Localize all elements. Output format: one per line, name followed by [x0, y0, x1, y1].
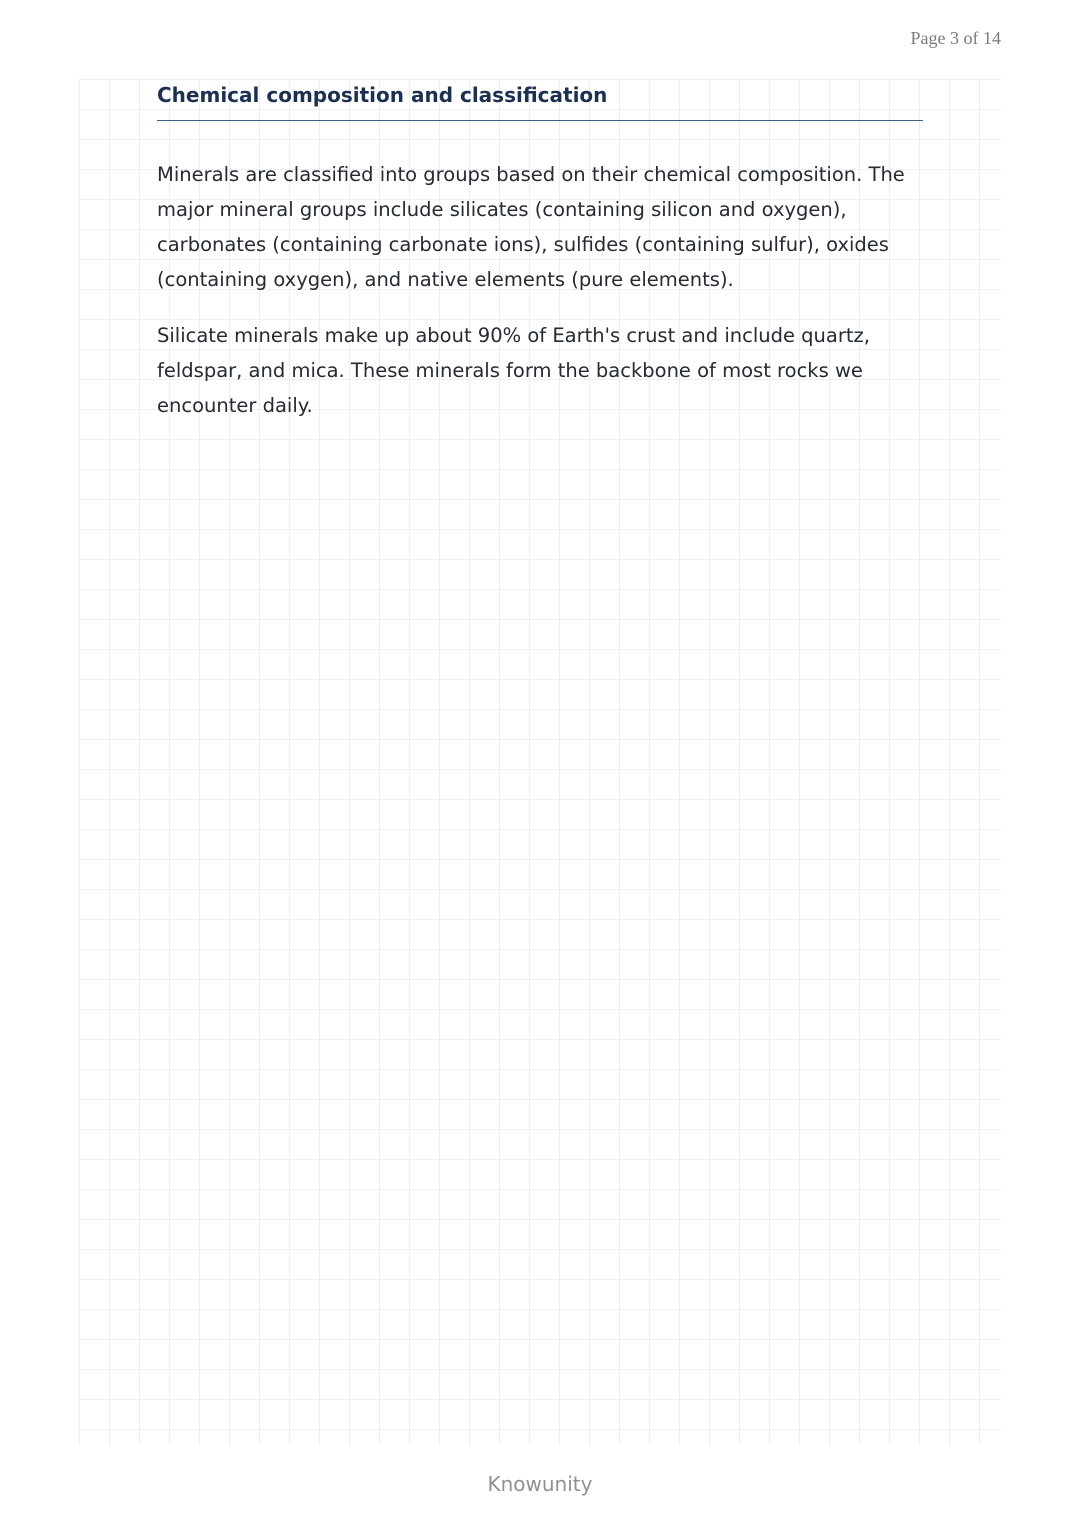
paragraph-mineral-groups: Minerals are classified into groups based on their chemical composition. The major mineral groups include silicates (containing silicon and oxygen), carbonates (containing carbonate ions), sulfides (containing sulfur), oxides (containing oxygen), and native elements (pure elements).	[157, 163, 905, 291]
document-content	[157, 80, 923, 423]
page-number: Page 3 of 14	[910, 28, 1001, 48]
paragraph-silicate-minerals: Silicate minerals make up about 90% of Earth's crust and include quartz, feldspar, and mica. These minerals form the backbone of most rocks we encounter daily.	[157, 324, 870, 417]
section-heading: Chemical composition and classification	[157, 80, 923, 121]
footer-brand-logo: Knowunity	[487, 1472, 593, 1496]
